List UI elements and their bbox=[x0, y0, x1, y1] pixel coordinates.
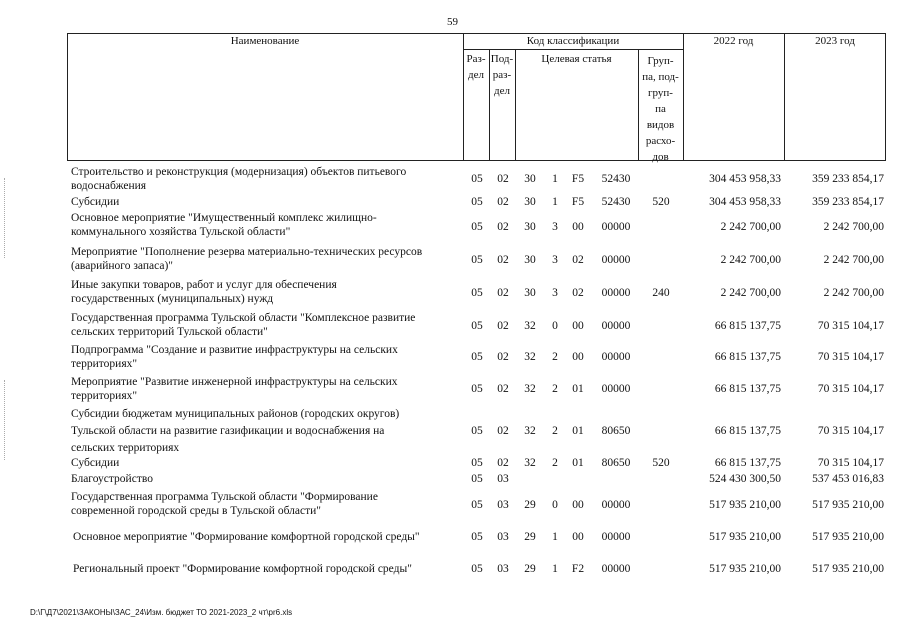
table-row bbox=[0, 472, 905, 488]
header-group-line: видов bbox=[646, 119, 675, 131]
row-name bbox=[71, 278, 466, 306]
header-divider bbox=[515, 50, 516, 161]
row-name bbox=[71, 490, 466, 518]
row-code-4: 00000 bbox=[601, 531, 631, 543]
row-name bbox=[71, 343, 466, 371]
row-code-4: 00000 bbox=[601, 254, 631, 266]
row-code-2: 3 bbox=[552, 287, 558, 299]
row-code-4: 80650 bbox=[601, 457, 631, 469]
row-amount-2022: 66 815 137,75 bbox=[714, 351, 781, 363]
row-name-line: Строительство и реконструкция (модернизация) объектов питьевого bbox=[71, 166, 407, 178]
footer-file-path: D:\Г\Д7\2021\ЗАКОНЫ\ЗАС_24\Изм. бюджет ТО 2021-2023_2 чт\pr6.xls bbox=[30, 608, 293, 617]
row-podrazdel: 03 bbox=[497, 531, 509, 543]
row-amount-2023: 70 315 104,17 bbox=[817, 457, 884, 469]
header-year-2023: 2023 год bbox=[815, 35, 855, 47]
row-amount-2022: 2 242 700,00 bbox=[720, 287, 781, 299]
row-name-line: водоснабжения bbox=[71, 180, 147, 192]
header-group-line: па bbox=[655, 103, 666, 115]
table-row bbox=[0, 562, 905, 578]
row-razdel: 05 bbox=[471, 457, 483, 469]
row-amount-2022: 517 935 210,00 bbox=[709, 499, 781, 511]
row-code-4: 00000 bbox=[601, 287, 631, 299]
row-code-2: 3 bbox=[552, 221, 558, 233]
header-podrazdel-line: Под- bbox=[490, 53, 514, 65]
row-code-4: 00000 bbox=[601, 351, 631, 363]
row-amount-2022: 66 815 137,75 bbox=[714, 425, 781, 437]
row-amount-2022: 524 430 300,50 bbox=[709, 473, 781, 485]
header-divider bbox=[683, 33, 684, 161]
row-podrazdel: 02 bbox=[497, 457, 509, 469]
row-name bbox=[73, 562, 468, 576]
row-code-4: 80650 bbox=[601, 425, 631, 437]
table-row bbox=[0, 375, 905, 407]
row-name-line: территориях" bbox=[71, 390, 138, 402]
row-podrazdel: 02 bbox=[497, 351, 509, 363]
row-name-line: Благоустройство bbox=[71, 473, 153, 485]
row-name-line: Субсидии бюджетам муниципальных районов (городских округов) bbox=[71, 408, 400, 420]
table-row bbox=[0, 195, 905, 211]
table-row bbox=[0, 407, 905, 455]
row-code-1: 29 bbox=[524, 563, 536, 575]
header-podrazdel-line: раз- bbox=[492, 69, 512, 81]
row-podrazdel: 02 bbox=[497, 221, 509, 233]
row-amount-2023: 2 242 700,00 bbox=[823, 221, 884, 233]
header-code-classification: Код классификации bbox=[526, 35, 620, 47]
header-divider bbox=[463, 49, 684, 50]
row-code-1: 32 bbox=[524, 457, 536, 469]
header-group-line: дов bbox=[652, 151, 669, 163]
row-code-1: 32 bbox=[524, 351, 536, 363]
table-row bbox=[0, 490, 905, 522]
row-name-line: Региональный проект "Формирование комфортной городской среды" bbox=[73, 563, 412, 575]
row-razdel: 05 bbox=[471, 563, 483, 575]
header-name: Наименование bbox=[230, 35, 300, 47]
table-row bbox=[0, 530, 905, 546]
row-amount-2023: 70 315 104,17 bbox=[817, 351, 884, 363]
row-code-2: 2 bbox=[552, 351, 558, 363]
row-code-3: 01 bbox=[572, 457, 584, 469]
row-amount-2023: 537 453 016,83 bbox=[812, 473, 884, 485]
row-code-3: F5 bbox=[571, 173, 585, 185]
header-razdel-line: Раз- bbox=[466, 53, 486, 65]
header-podrazdel-line: дел bbox=[494, 85, 510, 97]
row-expense-type: 520 bbox=[652, 196, 670, 208]
row-podrazdel: 03 bbox=[497, 473, 509, 485]
row-amount-2023: 517 935 210,00 bbox=[812, 563, 884, 575]
row-razdel: 05 bbox=[471, 531, 483, 543]
row-code-4: 00000 bbox=[601, 563, 631, 575]
row-code-3: 00 bbox=[572, 351, 584, 363]
row-code-1: 32 bbox=[524, 383, 536, 395]
row-podrazdel: 02 bbox=[497, 173, 509, 185]
row-code-2: 0 bbox=[552, 320, 558, 332]
row-amount-2022: 66 815 137,75 bbox=[714, 457, 781, 469]
row-amount-2023: 2 242 700,00 bbox=[823, 287, 884, 299]
table-row bbox=[0, 311, 905, 343]
header-razdel bbox=[463, 53, 489, 82]
row-name-line: Мероприятие "Пополнение резерва материально-технических ресурсов bbox=[71, 246, 423, 258]
row-name-line: Мероприятие "Развитие инженерной инфраструктуры на сельских bbox=[71, 376, 398, 388]
row-code-2: 0 bbox=[552, 499, 558, 511]
row-code-4: 52430 bbox=[601, 173, 631, 185]
header-podrazdel bbox=[489, 53, 515, 98]
row-name-line: территориях" bbox=[71, 358, 138, 370]
row-name-line: коммунального хозяйства Тульской области" bbox=[71, 226, 291, 238]
row-code-2: 1 bbox=[552, 531, 558, 543]
row-code-2: 1 bbox=[552, 173, 558, 185]
row-name-line: Основное мероприятие "Имущественный комплекс жилищно- bbox=[71, 212, 377, 224]
row-amount-2023: 2 242 700,00 bbox=[823, 254, 884, 266]
row-name-line: Подпрограмма "Создание и развитие инфраструктуры на сельских bbox=[71, 344, 398, 356]
row-name-line: Субсидии bbox=[71, 196, 120, 208]
row-code-3: 01 bbox=[572, 383, 584, 395]
row-code-1: 30 bbox=[524, 173, 536, 185]
table-row bbox=[0, 165, 905, 195]
row-amount-2022: 517 935 210,00 bbox=[709, 531, 781, 543]
row-code-2: 1 bbox=[552, 196, 558, 208]
row-amount-2022: 2 242 700,00 bbox=[720, 221, 781, 233]
row-code-1: 30 bbox=[524, 254, 536, 266]
row-code-2: 2 bbox=[552, 457, 558, 469]
row-name-line: Государственная программа Тульской области "Формирование bbox=[71, 491, 378, 503]
row-expense-type: 240 bbox=[652, 287, 670, 299]
header-group-line: Груп- bbox=[647, 55, 674, 67]
row-podrazdel: 02 bbox=[497, 320, 509, 332]
row-name-line: сельских территорий Тульской области" bbox=[71, 326, 268, 338]
row-code-1: 32 bbox=[524, 425, 536, 437]
row-podrazdel: 02 bbox=[497, 425, 509, 437]
header-year-2022: 2022 год bbox=[713, 35, 754, 47]
row-razdel: 05 bbox=[471, 287, 483, 299]
header-target-article: Целевая статья bbox=[541, 53, 612, 65]
row-name bbox=[71, 195, 466, 209]
row-code-1: 32 bbox=[524, 320, 536, 332]
row-code-3: 00 bbox=[572, 221, 584, 233]
row-name-line: государственных (муниципальных) нужд bbox=[71, 293, 274, 305]
row-name bbox=[71, 407, 466, 455]
row-code-1: 30 bbox=[524, 287, 536, 299]
row-razdel: 05 bbox=[471, 383, 483, 395]
row-code-4: 00000 bbox=[601, 383, 631, 395]
row-podrazdel: 02 bbox=[497, 287, 509, 299]
row-razdel: 05 bbox=[471, 173, 483, 185]
row-name bbox=[71, 472, 466, 486]
row-amount-2022: 66 815 137,75 bbox=[714, 383, 781, 395]
header-divider bbox=[784, 33, 785, 161]
row-code-1: 30 bbox=[524, 196, 536, 208]
row-name bbox=[71, 375, 466, 403]
row-amount-2023: 70 315 104,17 bbox=[817, 425, 884, 437]
header-razdel-line: дел bbox=[468, 69, 484, 81]
row-name-line: Тульской области на развитие газификации и водоснабжения на bbox=[71, 425, 385, 437]
row-name bbox=[71, 311, 466, 339]
row-code-3: 02 bbox=[572, 287, 584, 299]
row-name bbox=[71, 456, 466, 470]
row-name-line: Иные закупки товаров, работ и услуг для обеспечения bbox=[71, 279, 337, 291]
row-code-4: 00000 bbox=[601, 499, 631, 511]
row-code-2: 3 bbox=[552, 254, 558, 266]
row-razdel: 05 bbox=[471, 473, 483, 485]
row-amount-2023: 359 233 854,17 bbox=[812, 196, 884, 208]
row-podrazdel: 03 bbox=[497, 499, 509, 511]
row-name-line: Субсидии bbox=[71, 457, 120, 469]
page-number: 59 bbox=[447, 16, 458, 28]
row-amount-2022: 304 453 958,33 bbox=[709, 196, 781, 208]
row-name bbox=[71, 165, 466, 193]
row-amount-2023: 70 315 104,17 bbox=[817, 320, 884, 332]
row-amount-2023: 517 935 210,00 bbox=[812, 531, 884, 543]
row-amount-2022: 66 815 137,75 bbox=[714, 320, 781, 332]
row-podrazdel: 02 bbox=[497, 254, 509, 266]
row-amount-2022: 304 453 958,33 bbox=[709, 173, 781, 185]
row-code-2: 2 bbox=[552, 425, 558, 437]
row-code-3: 00 bbox=[572, 320, 584, 332]
row-razdel: 05 bbox=[471, 499, 483, 511]
row-code-3: F5 bbox=[571, 196, 585, 208]
row-code-2: 1 bbox=[552, 563, 558, 575]
row-code-1: 29 bbox=[524, 531, 536, 543]
row-code-3: 00 bbox=[572, 499, 584, 511]
row-amount-2022: 2 242 700,00 bbox=[720, 254, 781, 266]
row-name-line: современной городской среды в Тульской области" bbox=[71, 505, 321, 517]
row-name bbox=[73, 530, 468, 544]
row-razdel: 05 bbox=[471, 425, 483, 437]
row-amount-2022: 517 935 210,00 bbox=[709, 563, 781, 575]
row-razdel: 05 bbox=[471, 254, 483, 266]
row-podrazdel: 03 bbox=[497, 563, 509, 575]
header-group-line: расхо- bbox=[645, 135, 676, 147]
row-amount-2023: 517 935 210,00 bbox=[812, 499, 884, 511]
header-group-line: груп- bbox=[648, 87, 673, 99]
row-name-line: сельских территориях bbox=[71, 442, 180, 454]
row-razdel: 05 bbox=[471, 221, 483, 233]
header-group bbox=[638, 53, 683, 165]
row-code-3: 02 bbox=[572, 254, 584, 266]
row-expense-type: 520 bbox=[652, 457, 670, 469]
row-razdel: 05 bbox=[471, 196, 483, 208]
table-row bbox=[0, 343, 905, 375]
row-razdel: 05 bbox=[471, 320, 483, 332]
row-name bbox=[71, 211, 466, 239]
table-row bbox=[0, 245, 905, 277]
table-row bbox=[0, 211, 905, 243]
table-row bbox=[0, 456, 905, 472]
row-razdel: 05 bbox=[471, 351, 483, 363]
header-group-line: па, под- bbox=[642, 71, 679, 83]
row-podrazdel: 02 bbox=[497, 196, 509, 208]
row-code-1: 30 bbox=[524, 221, 536, 233]
row-name bbox=[71, 245, 466, 273]
row-code-4: 00000 bbox=[601, 320, 631, 332]
row-code-1: 29 bbox=[524, 499, 536, 511]
row-podrazdel: 02 bbox=[497, 383, 509, 395]
row-code-4: 00000 bbox=[601, 221, 631, 233]
row-name-line: Основное мероприятие "Формирование комфортной городской среды" bbox=[73, 531, 420, 543]
row-code-3: 00 bbox=[572, 531, 584, 543]
row-amount-2023: 70 315 104,17 bbox=[817, 383, 884, 395]
row-amount-2023: 359 233 854,17 bbox=[812, 173, 884, 185]
row-code-3: F2 bbox=[571, 563, 585, 575]
row-code-3: 01 bbox=[572, 425, 584, 437]
row-name-line: (аварийного запаса)" bbox=[71, 260, 173, 272]
row-code-2: 2 bbox=[552, 383, 558, 395]
table-row bbox=[0, 278, 905, 310]
row-name-line: Государственная программа Тульской области "Комплексное развитие bbox=[71, 312, 416, 324]
row-code-4: 52430 bbox=[601, 196, 631, 208]
